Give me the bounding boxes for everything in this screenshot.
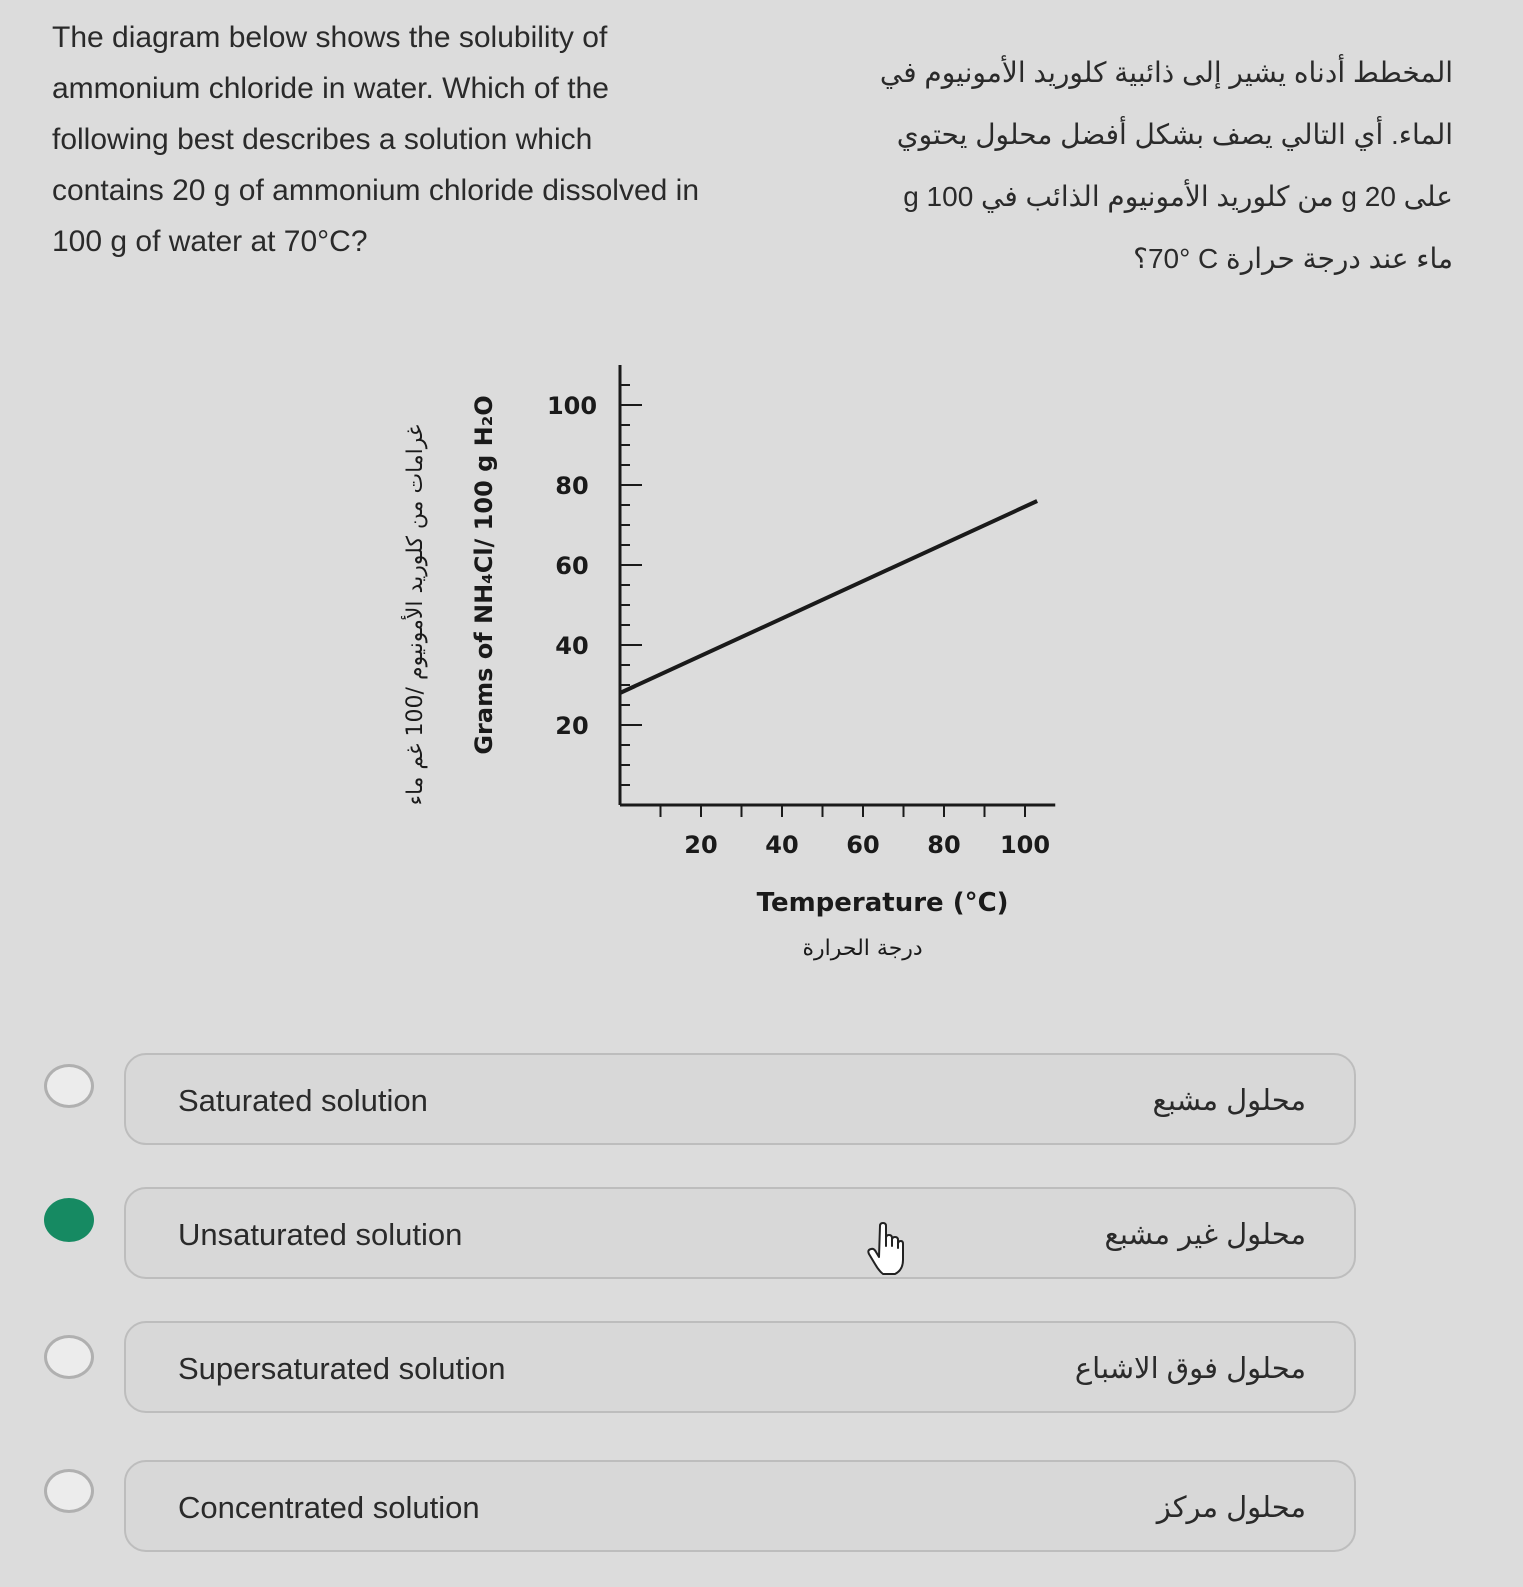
- y-tick-label: 20: [555, 712, 589, 740]
- question-text-en: The diagram below shows the solubility of ammonium chloride in water. Which of the following best describes a solution which contains 20 g of ammonium chloride dissolved in 100 g of water at 70°C?: [52, 21, 700, 258]
- solubility-line: [620, 501, 1037, 693]
- option-concentrated[interactable]: [124, 1460, 1356, 1552]
- y-axis-label-ar: غرامات من كلوريد الأمونيوم /100 غم ماء: [403, 424, 428, 806]
- y-tick-label: 80: [555, 472, 589, 500]
- option-label-en: Concentrated solution: [178, 1490, 480, 1525]
- y-axis-label: Grams of NH₄Cl/ 100 g H₂O: [470, 395, 498, 755]
- x-tick-label: 60: [846, 831, 880, 859]
- x-tick-label: 40: [765, 831, 799, 859]
- x-axis-label: Temperature (°C): [756, 888, 1009, 918]
- x-axis-label-ar: درجة الحرارة: [802, 936, 923, 961]
- option-radio-concentrated[interactable]: [44, 1469, 94, 1513]
- option-supersaturated[interactable]: [124, 1321, 1356, 1413]
- y-tick-label: 60: [555, 552, 589, 580]
- chart-svg: [380, 300, 1100, 1000]
- question-ar-line: المخطط أدناه يشير إلى ذائبية كلوريد الأمونيوم في: [879, 57, 1453, 88]
- y-tick-label: 40: [555, 632, 589, 660]
- option-label-ar: محلول مركز: [1156, 1492, 1306, 1524]
- question-ar-line: الماء. أي التالي يصف بشكل أفضل محلول يحتوي: [896, 119, 1453, 150]
- x-tick-label: 80: [927, 831, 961, 859]
- option-label-en: Unsaturated solution: [178, 1217, 463, 1252]
- solubility-chart: [380, 300, 1100, 1000]
- question-ar-line: ماء عند درجة حرارة ‎70° C‏؟: [1133, 243, 1453, 274]
- option-label-en: Saturated solution: [178, 1083, 428, 1118]
- x-tick-label: 20: [684, 831, 718, 859]
- hand-cursor-icon: [866, 1222, 906, 1278]
- option-unsaturated[interactable]: [124, 1187, 1356, 1279]
- option-radio-unsaturated[interactable]: [44, 1198, 94, 1242]
- option-label-en: Supersaturated solution: [178, 1351, 506, 1386]
- option-label-ar: محلول فوق الاشباع: [1074, 1353, 1306, 1385]
- option-label-ar: محلول مشبع: [1152, 1085, 1306, 1117]
- x-tick-label: 100: [999, 831, 1051, 859]
- option-saturated[interactable]: [124, 1053, 1356, 1145]
- option-radio-supersaturated[interactable]: [44, 1335, 94, 1379]
- y-tick-label: 100: [546, 392, 598, 420]
- option-label-ar: محلول غير مشبع: [1104, 1219, 1306, 1251]
- option-radio-saturated[interactable]: [44, 1064, 94, 1108]
- question-text-ar: [813, 42, 1453, 290]
- question-ar-line: على 20 g من كلوريد الأمونيوم الذائب في 100 g: [903, 181, 1453, 212]
